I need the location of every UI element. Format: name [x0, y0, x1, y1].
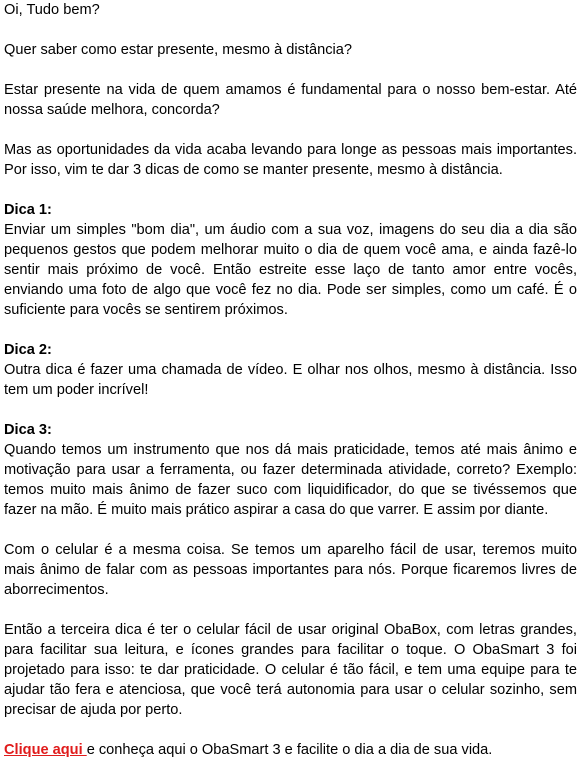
- intro-paragraph: Estar presente na vida de quem amamos é fundamental para o nosso bem-estar. Até nossa saúde melhora, concorda?: [4, 82, 577, 118]
- tip-1-text: Enviar um simples "bom dia", um áudio com a sua voz, imagens do seu dia a dia são pequenos gestos que podem melhorar muito o dia de quem você ama, e ainda fazê-lo sentir mais próximo de você. Então estreite esse laço de tanto amor entre vocês, enviando uma foto de algo que você fez no dia. Pode ser simples, como um café. É o suficiente para vocês se sentirem próximos.: [4, 222, 577, 318]
- question: Quer saber como estar presente, mesmo à distância?: [4, 42, 352, 58]
- tip-1: [4, 200, 577, 320]
- tip-2-title: Dica 2:: [4, 342, 52, 358]
- clique-aqui-link[interactable]: Clique aqui: [4, 742, 87, 758]
- tip-2-text: Outra dica é fazer uma chamada de vídeo. E olhar nos olhos, mesmo à distância. Isso tem um poder incrível!: [4, 362, 577, 398]
- greeting: Oi, Tudo bem?: [4, 2, 100, 18]
- tip-3-title: Dica 3:: [4, 422, 52, 438]
- cta-paragraph: [4, 740, 577, 760]
- tip-1-title: Dica 1:: [4, 202, 52, 218]
- obabox-paragraph: Então a terceira dica é ter o celular fácil de usar original ObaBox, com letras grandes, para facilitar sua leitura, e ícones grandes para facilitar o toque. O ObaSmart 3 foi projetado para isso: te dar praticidade. O celular é tão fácil, e tem uma equipe para te ajudar tão fera e atenciosa, que você terá autonomia para usar o celular sozinho, sem precisar de ajuda por perto.: [4, 622, 577, 718]
- cta-rest-text: e conheça aqui o ObaSmart 3 e facilite o dia a dia de sua vida.: [86, 742, 493, 758]
- tip-3: [4, 420, 577, 520]
- tip-2: [4, 340, 577, 400]
- tip-3-text: Quando temos um instrumento que nos dá mais praticidade, temos até mais ânimo e motivação para usar a ferramenta, ou fazer determinada atividade, correto? Exemplo: temos muito mais ânimo de fazer suco com liquidificador, do que se tivéssemos que fazer na mão. É muito mais prático aspirar a casa do que varrer. E assim por diante.: [4, 442, 577, 518]
- phone-paragraph: Com o celular é a mesma coisa. Se temos um aparelho fácil de usar, teremos muito mais ânimo de falar com as pessoas importantes para nós. Porque ficaremos livres de aborrecimentos.: [4, 542, 577, 598]
- context-paragraph: Mas as oportunidades da vida acaba levando para longe as pessoas mais importantes. Por isso, vim te dar 3 dicas de como se manter presente, mesmo à distância.: [4, 142, 577, 178]
